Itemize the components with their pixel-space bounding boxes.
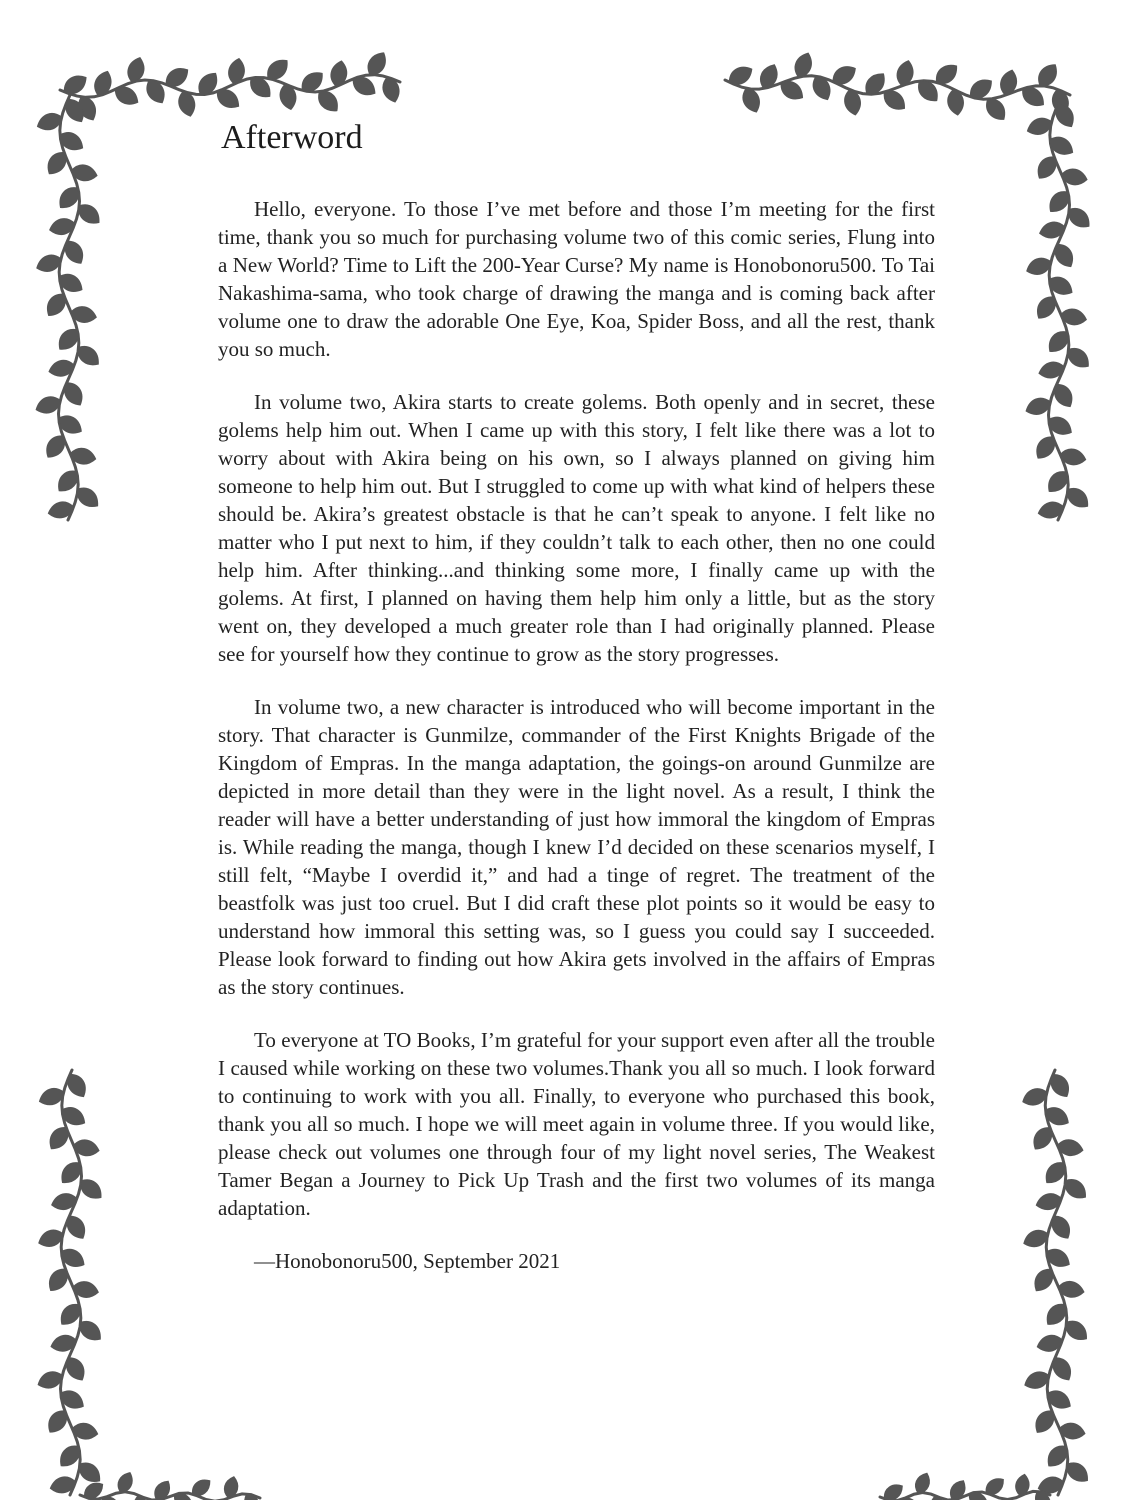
paragraph-1: Hello, everyone. To those I’ve met before and those I’m meeting for the first time, thank you so much for purchasing volume two of this comic series, Flung into a New World? Time to Lift the 200-Year Curse? My name is Honobonoru500. To Tai Nakashima-sama, who took charge of drawing the manga and is coming back after volume one to draw the adorable One Eye, Koa, Spider Boss, and all the rest, thank you so much.: [218, 196, 935, 361]
vine-top-left-h-icon: [60, 49, 403, 124]
vine-bottom-right-h-icon: [880, 1471, 1054, 1500]
vine-bottom-left-h-icon: [80, 1470, 263, 1500]
vine-top-right-h-icon: [725, 50, 1071, 124]
paragraph-3: In volume two, a new character is introduced who will become important in the story. That character is Gunmilze, commander of the First Knights Brigade of the Kingdom of Empras. In the manga adaptation, the goings-on around Gunmilze are depicted in more detail than they were in the light novel. As a result, I think the reader will have a better understanding of just how immoral the kingdom of Empras is. While reading the manga, though I knew I’d decided on these scenarios myself, I still felt, “Maybe I overdid it,” and had a tinge of regret. The treatment of the beastfolk was just too cruel. But I did craft these plot points so it would be easy to understand how immoral this setting was, so I guess you could say I succeeded. Please look forward to finding out how Akira gets involved in the affairs of Empras as the story continues.: [218, 694, 935, 999]
paragraph-4: To everyone at TO Books, I’m grateful for your support even after all the trouble I caused while working on these two volumes.Thank you all so much. I look forward to continuing to work with you all. Finally, to everyone who purchased this book, thank you all so much. I hope we will meet again in volume three. If you would like, please check out volumes one through four of my light novel series, The Weakest Tamer Began a Journey to Pick Up Trash and the first two volumes of its manga adaptation.: [218, 1027, 935, 1220]
afterword-page: [218, 118, 935, 1300]
paragraph-2: In volume two, Akira starts to create golems. Both openly and in secret, these golems help him out. When I came up with this story, I felt like there was a lot to worry about with Akira being on his own, so I always planned on giving him someone to help him out. But I struggled to come up with what kind of helpers these should be. Akira’s greatest obstacle is that he can’t speak to anyone. I felt like no matter who I put next to him, if they couldn’t talk to each other, then no one could help him. After thinking...and thinking some more, I finally came up with the golems. At first, I planned on having them help him only a little, but as the story went on, they developed a much greater role than I had originally planned. Please see for yourself how they continue to grow as the story progresses.: [218, 389, 935, 666]
vine-top-left-v-icon: [33, 95, 104, 521]
vine-bottom-left-icon: [35, 1070, 106, 1496]
vine-bottom-right-icon: [1020, 1070, 1092, 1496]
signature: —Honobonoru500, September 2021: [254, 1248, 561, 1273]
page-title: Afterword: [221, 119, 363, 156]
vine-top-right-v-icon: [1023, 100, 1094, 521]
